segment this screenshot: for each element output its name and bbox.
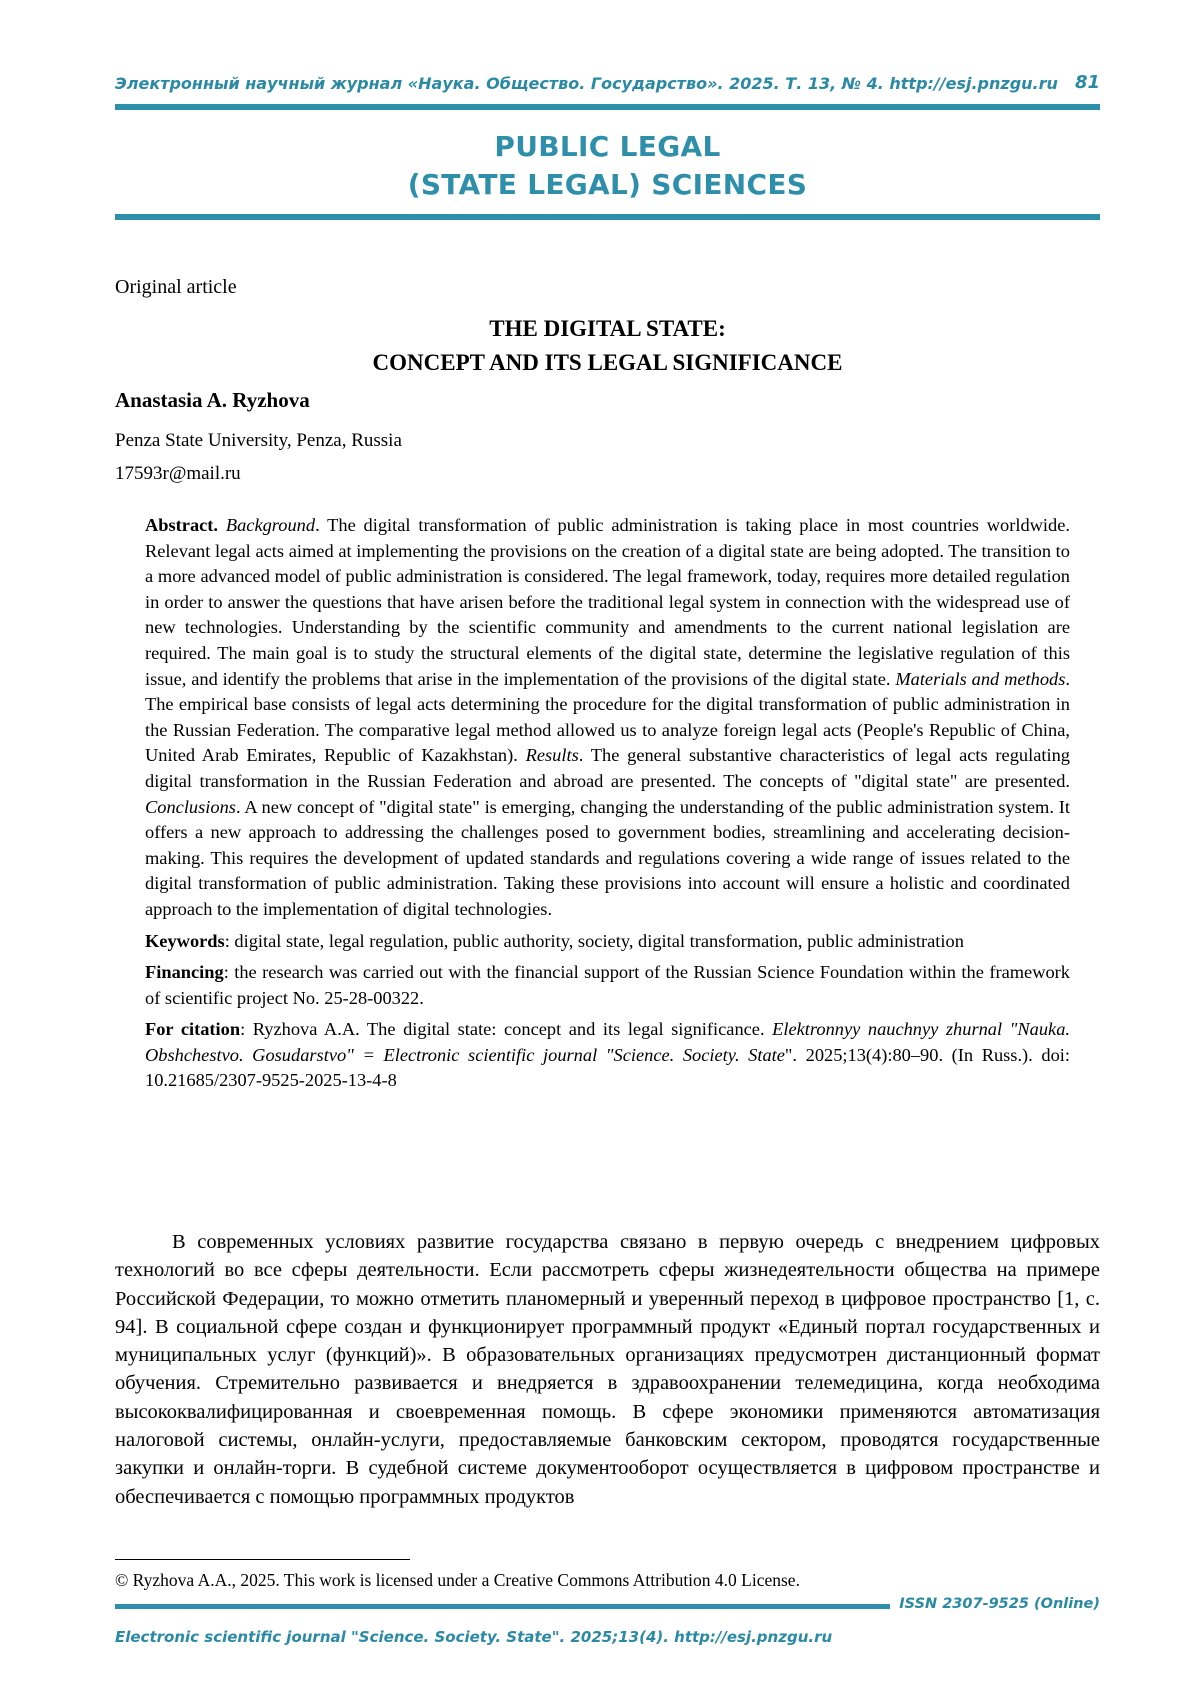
author-name: Anastasia A. Ryzhova (115, 388, 310, 412)
citation-label: For citation (145, 1019, 241, 1040)
keywords (145, 929, 1070, 955)
citation-text-start: : Ryzhova A.A. The digital state: concept and its legal significance. (240, 1019, 773, 1040)
section-rule (115, 214, 1100, 220)
article-title-line-1: THE DIGITAL STATE: (489, 316, 726, 341)
keywords-text: : digital state, legal regulation, public authority, society, digital transformation, public administration (224, 930, 964, 951)
article-title-line-2: CONCEPT AND ITS LEGAL SIGNIFICANCE (372, 350, 843, 375)
section-title (115, 128, 1100, 204)
citation (145, 1017, 1070, 1094)
issn: ISSN 2307-9525 (Online) (899, 1596, 1100, 1612)
running-footer: Electronic scientific journal "Science. Society. State". 2025;13(4). http://esj.pnzgu.ru (115, 1628, 833, 1646)
keywords-label: Keywords (145, 930, 225, 951)
conclusions-label: Conclusions (145, 796, 236, 817)
footnote-rule (115, 1559, 410, 1560)
conclusions-text: . A new concept of "digital state" is emerging, changing the understanding of the public administration system. It offers a new approach to addressing the challenges posed to government bodies, streamlining and accelerating decision-making. This requires the development of updated standards and regulations covering a wide range of issues related to the digital transformation of public administration. Taking these provisions into account will ensure a holistic and coordinated approach to the implementation of digital technologies. (145, 796, 1070, 919)
financing (145, 960, 1070, 1011)
citation-journal: Elektronnyy nauchnyy zhurnal "Nauka. Obshchestvo. Gosudarstvo" = Electronic scientific journal "Science. Society. State (145, 1019, 1071, 1065)
article-title (115, 312, 1100, 380)
results-text: . The general substantive characteristics of legal acts regulating digital transformation in the Russian Federation and abroad are presented. The concepts of "digital state" are presented. (145, 745, 1070, 791)
financing-text: : the research was carried out with the financial support of the Russian Science Foundation within the framework of scientific project No. 25-28-00322. (145, 962, 1070, 1008)
section-title-line-2: (STATE LEGAL) SCIENCES (407, 168, 808, 201)
footer-rule (115, 1604, 890, 1609)
header-rule (115, 104, 1100, 110)
article-type: Original article (115, 276, 237, 298)
abstract (145, 513, 1070, 923)
methods-label: Materials and methods (895, 668, 1066, 689)
methods-text: . The empirical base consists of legal acts determining the procedure for the digital transformation of public administration in the Russian Federation. The comparative legal method allowed us to analyze foreign legal acts (People's Republic of China, United Arab Emirates, Republic of Kazakhstan). (145, 668, 1070, 766)
citation-text-end: ". 2025;13(4):80–90. (In Russ.). doi: 10.21685/2307-9525-2025-13-4-8 (145, 1044, 1070, 1091)
journal-header-line: Электронный научный журнал «Наука. Общество. Государство». 2025. Т. 13, № 4. http://esj.pnzgu.ru (115, 74, 1058, 93)
body-paragraph: В современных условиях развитие государства связано в первую очередь с внедрением цифровых технологий во все сферы деятельности. Если рассмотреть сферы жизнедеятельности общества на примере Российской Федерации, то можно отметить планомерный и уверенный переход в цифровое пространство [1, с. 94]. В социальной сфере создан и функционирует программный продукт «Единый портал государственных и муниципальных услуг (функций)». В образовательных организациях предусмотрен дистанционный формат обучения. Стремительно развивается и внедряется в здравоохранении телемедицина, когда необходима высококвалифицированная и своевременная помощь. В сфере экономики применяются автоматизация налоговой системы, онлайн-услуги, предоставляемые банковским сектором, проводятся государственные закупки и онлайн-торги. В судебной системе документооборот осуществляется в цифровом пространстве и обеспечивается с помощью программных продуктов (115, 1231, 1100, 1508)
background-label: Background (225, 515, 316, 535)
abstract-label: Abstract. (145, 515, 219, 535)
section-title-line-1: PUBLIC LEGAL (494, 130, 721, 163)
running-header (115, 72, 1100, 96)
financing-label: Financing (145, 962, 224, 983)
page-number: 81 (1074, 72, 1100, 93)
author-affiliation: Penza State University, Penza, Russia (115, 430, 402, 451)
results-label: Results (525, 745, 579, 766)
copyright-footnote: © Ryzhova A.A., 2025. This work is licensed under a Creative Commons Attribution 4.0 License. (115, 1570, 800, 1590)
background-text: . The digital transformation of public administration is taking place in most countries worldwide. Relevant legal acts aimed at implementing the provisions on the creation of a digital state are being adopted. The transition to a more advanced model of public administration is considered. The legal framework, today, requires more detailed regulation in order to answer the questions that have arisen before the traditional legal system in connection with the widespread use of new technologies. Understanding by the scientific community and amendments to the current national legislation are required. The main goal is to study the structural elements of the digital state, determine the legislative regulation of this issue, and identify the problems that arise in the implementation of the provisions of the digital state. (145, 515, 1070, 689)
abstract-block (145, 513, 1070, 1100)
author-email: 17593r@mail.ru (115, 463, 241, 484)
